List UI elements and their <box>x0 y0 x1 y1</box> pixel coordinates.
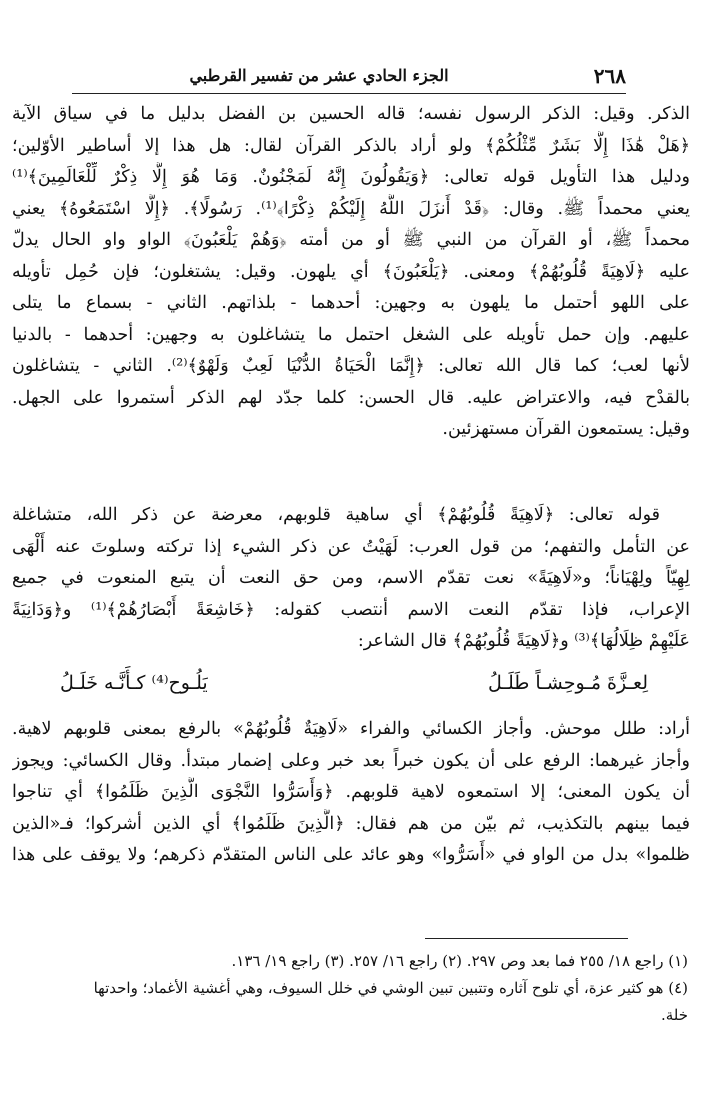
text-line: وأجاز غيرهما: الرفع على أن يكون خبراً بعد خبر وعلى إضمار مبتدأ. وقال الكسائي: ويجوز <box>12 750 690 771</box>
text-line: عليهم. وإن حمل تأويله على الشغل احتمل ما يتشاغلون به وجهين: أحدهما - بالدنيا <box>12 324 690 345</box>
text-line: ودليل هذا التأويل قوله تعالى: ﴿وَيَقُولُونَ إِنَّهُ لَمَجْنُونٌ. وَمَا هُوَ إِلَّا ذِكْرٌ لِّلْعَالَمِينَ﴾⁽¹⁾ <box>12 167 690 187</box>
header-rule <box>72 93 626 94</box>
footnotes <box>18 948 688 1029</box>
text-line: على اللهو أحتمل ما يلهون به وجهين: أحدهما - بلذاتهم. الثاني - بسماع ما يتلى <box>12 293 690 313</box>
footnote-rule <box>425 938 628 939</box>
text-line: عليه ﴿لَاهِيَةً قُلُوبُهُمْ﴾ ومعنى. ﴿يَلْعَبُونَ﴾ أي يلهون. وقيل: يشتغلون؛ فإن حُمِل تأويله <box>12 261 690 282</box>
text-line: عَلَيْهِمْ ظِلَالُهَا﴾⁽³⁾ و﴿لَاهِيَةً قُلُوبُهُمْ﴾ قال الشاعر: <box>357 631 690 651</box>
footnote-line: (١) راجع ١٨/ ٢٥٥ فما بعد وص ٢٩٧. (٢) راجع ١٦/ ٢٥٧. (٣) راجع ١٩/ ١٣٦. <box>231 952 688 970</box>
text-line: ظلموا» بدل من الواو في «أَسَرُّوا» وهو عائد على الناس المتقدّم ذكرهم؛ ولا يوقف على هذا <box>12 845 690 865</box>
text-line: أن يكون المعنى؛ إلا استمعوه لاهية قلوبهم. ﴿وَأَسَرُّوا النَّجْوَى الَّذِينَ ظَلَمُوا﴾ أي تناجوا <box>12 782 690 802</box>
text-line: بالقدْح فيه، والاعتراض عليه. قال الحسن: كلما جدّد لهم الذكر أستمروا على الجهل. <box>12 387 690 408</box>
text-line: يعني محمداً ﷺ. وقال: ﴿قَدْ أَنزَلَ اللَّهُ إِلَيْكُمْ ذِكْرًا﴾⁽¹⁾. رَسُولًا﴾. ﴿إِلَّا اسْتَمَعُوهُ﴾ يعني <box>12 198 690 219</box>
text-line: ﴿هَلْ هَٰذَا إِلَّا بَشَرٌ مِّثْلُكُمْ﴾ ولو أراد بالذكر القرآن لقال: هل هذا إلا أساطير الأوّلين؛ <box>12 135 690 156</box>
running-title: الجزء الحادي عشر من تفسير القرطبي <box>189 66 449 85</box>
text-line: وقيل: يستمعون القرآن مستهزئين. <box>442 419 690 439</box>
paragraph-2 <box>12 500 690 658</box>
text-line: لِهِيّاً ولِهْيَاناً؛ و«لَاهِيَةً» نعت تقدّم الاسم، ومن حق النعت أن يتبع المنعوت في جميع <box>12 568 690 588</box>
text-line: عن التأمل والتفهم؛ من قول العرب: لَهَيْتُ عن ذكر الشيء إذا تركته وسلوتَ عنه أَلْهَى <box>12 536 690 557</box>
paragraph-3 <box>12 714 690 872</box>
text-line: قوله تعالى: ﴿لَاهِيَةً قُلُوبُهُمْ﴾ أي ساهية قلوبهم، معرضة عن ذكر الله، متشاغلة <box>12 505 660 525</box>
page-number: ٢٦٨ <box>593 64 626 88</box>
page-header <box>72 62 626 92</box>
text-line: لأنها لعب؛ كما قال الله تعالى: ﴿إِنَّمَا الْحَيَاةُ الدُّنْيَا لَعِبٌ وَلَهْوٌ﴾⁽²⁾. الثاني - يتشاغلون <box>12 356 690 376</box>
text-line: الإعراب، فإذا تقدّم النعت الاسم أنتصب كقوله: ﴿خَاشِعَةً أَبْصَارُهُمْ﴾⁽¹⁾ و﴿وَدَانِيَةً <box>12 599 690 620</box>
verse-first-hemistich: لِعـزَّةَ مُـوحِشـاً طَلَـلُ <box>487 672 648 694</box>
text-line: محمداً ﷺ، أو القرآن من النبي ﷺ أو من أمته ﴿وَهُمْ يَلْعَبُونَ﴾ الواو واو الحال يدلّ <box>12 230 690 250</box>
text-line: الذكر. وقيل: الذكر الرسول نفسه؛ قاله الحسين بن الفضل بدليل ما في سياق الآية <box>12 104 690 124</box>
footnote-line: خلة. <box>660 1006 688 1024</box>
footnote-line: (٤) هو كثير عزة، أي تلوح آثاره وتتبين تبين الوشي في خلل السيوف، وهي أغشية الأغماد؛ واحدتها <box>93 979 688 997</box>
poetry-verse <box>60 668 648 708</box>
text-line: فيما بينهم بالتكذيب، ثم بيّن من هم فقال: ﴿الَّذِينَ ظَلَمُوا﴾ أي الذين أشركوا؛ فـ«الذين <box>12 813 690 834</box>
verse-second-hemistich: يَلُـوح⁽⁴⁾ كـأَنَّـه خَلَـلُ <box>60 672 208 694</box>
text-line: أراد: طلل موحش. وأجاز الكسائي والفراء «لَاهِيَةٌ قُلُوبُهُمْ» بالرفع بمعنى قلوبهم لاهية. <box>12 719 690 739</box>
paragraph-1 <box>12 99 690 446</box>
